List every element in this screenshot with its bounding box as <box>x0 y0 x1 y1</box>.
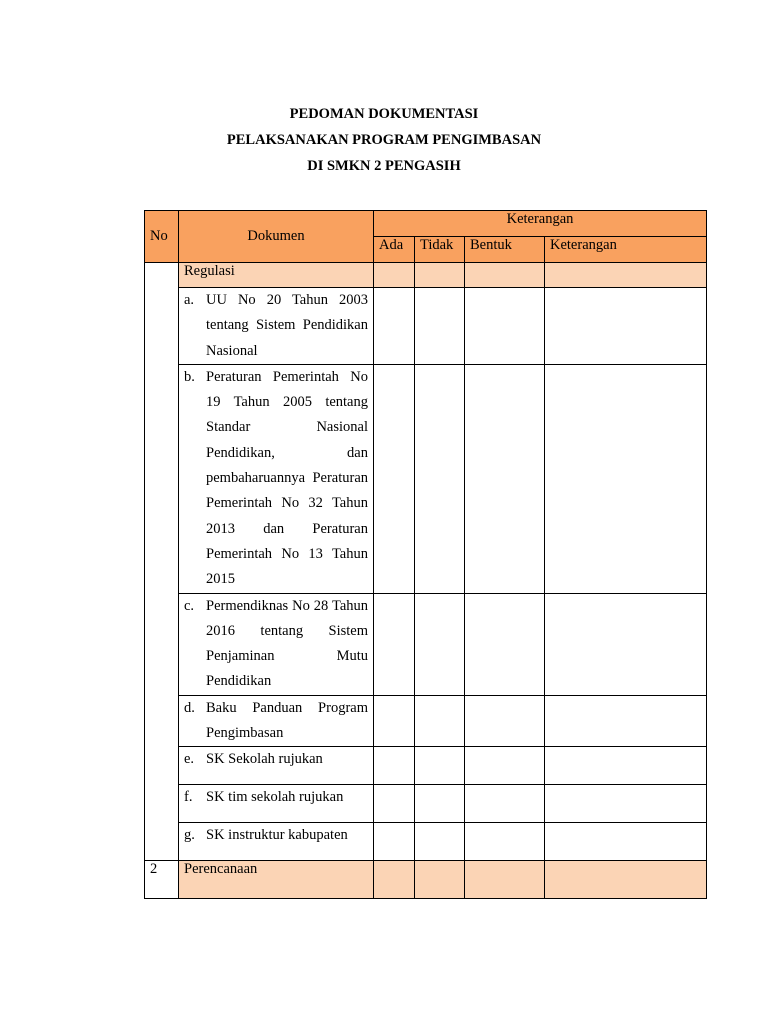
check-cell-tidak <box>415 823 465 861</box>
header-keterangan-group: Keterangan <box>374 211 707 237</box>
item-marker: a. <box>184 292 195 308</box>
check-cell-bentuk <box>465 288 545 365</box>
section-label-regulasi: Regulasi <box>179 263 374 288</box>
item-text: Permendiknas No 28 Tahun 2016 tentang Sistem Penjaminan Mutu Pendidikan <box>206 597 368 690</box>
check-cell-ada <box>374 593 415 695</box>
check-cell-bentuk <box>465 695 545 747</box>
list-item <box>179 823 374 861</box>
check-cell-bentuk <box>465 364 545 593</box>
check-cell-bentuk <box>465 747 545 785</box>
item-text: UU No 20 Tahun 2003 tentang Sistem Pendidikan Nasional <box>206 292 368 359</box>
item-marker: b. <box>184 368 195 385</box>
header-ada: Ada <box>374 237 415 263</box>
check-cell-keterangan <box>545 695 707 747</box>
item-text: SK instruktur kabupaten <box>206 827 348 844</box>
check-cell-keterangan <box>545 861 707 899</box>
item-marker: c. <box>184 597 195 614</box>
check-cell-keterangan <box>545 364 707 593</box>
section-no-cell: 2 <box>145 861 179 899</box>
check-cell-ada <box>374 785 415 823</box>
list-item <box>179 593 374 695</box>
document-title <box>0 101 768 179</box>
item-marker: g. <box>184 827 195 844</box>
header-dokumen: Dokumen <box>179 211 374 263</box>
check-cell-ada <box>374 288 415 365</box>
title-line-3: DI SMKN 2 PENGASIH <box>307 158 461 174</box>
list-item <box>179 785 374 823</box>
check-cell-tidak <box>415 785 465 823</box>
check-cell-ada <box>374 263 415 288</box>
check-cell-ada <box>374 747 415 785</box>
check-cell-keterangan <box>545 747 707 785</box>
check-cell-bentuk <box>465 785 545 823</box>
check-cell-keterangan <box>545 823 707 861</box>
check-cell-keterangan <box>545 288 707 365</box>
item-text: SK tim sekolah rujukan <box>206 789 344 806</box>
check-cell-bentuk <box>465 861 545 899</box>
title-line-1: PEDOMAN DOKUMENTASI <box>289 106 479 122</box>
check-cell-tidak <box>415 593 465 695</box>
check-cell-bentuk <box>465 593 545 695</box>
check-cell-ada <box>374 861 415 899</box>
check-cell-tidak <box>415 861 465 899</box>
list-item <box>179 747 374 785</box>
documentation-table <box>144 210 707 899</box>
check-cell-keterangan <box>545 785 707 823</box>
header-tidak: Tidak <box>415 237 465 263</box>
list-item <box>179 695 374 747</box>
item-text: Baku Panduan Program Pengimbasan <box>206 699 368 742</box>
header-no: No <box>145 211 179 263</box>
item-marker: d. <box>184 699 195 716</box>
title-line-2: PELAKSANAKAN PROGRAM PENGIMBASAN <box>226 132 542 148</box>
item-text: Peraturan Pemerintah No 19 Tahun 2005 tentang Standar Nasional Pendidikan, dan pembaharuannya Peraturan Pemerintah No 32 Tahun 2013 dan Peraturan Pemerintah No 13 Tahun 2015 <box>206 368 368 588</box>
item-marker: f. <box>184 789 193 806</box>
check-cell-bentuk <box>465 263 545 288</box>
section-label-perencanaan: Perencanaan <box>179 861 374 899</box>
item-marker: e. <box>184 751 195 768</box>
check-cell-tidak <box>415 288 465 365</box>
list-item <box>179 288 374 365</box>
list-item <box>179 364 374 593</box>
check-cell-tidak <box>415 695 465 747</box>
check-cell-bentuk <box>465 823 545 861</box>
check-cell-ada <box>374 695 415 747</box>
header-keterangan: Keterangan <box>545 237 707 263</box>
check-cell-tidak <box>415 747 465 785</box>
item-text: SK Sekolah rujukan <box>206 751 323 768</box>
check-cell-tidak <box>415 263 465 288</box>
check-cell-ada <box>374 364 415 593</box>
check-cell-tidak <box>415 364 465 593</box>
section-no-cell <box>145 263 179 861</box>
check-cell-ada <box>374 823 415 861</box>
header-bentuk: Bentuk <box>465 237 545 263</box>
check-cell-keterangan <box>545 593 707 695</box>
check-cell-keterangan <box>545 263 707 288</box>
